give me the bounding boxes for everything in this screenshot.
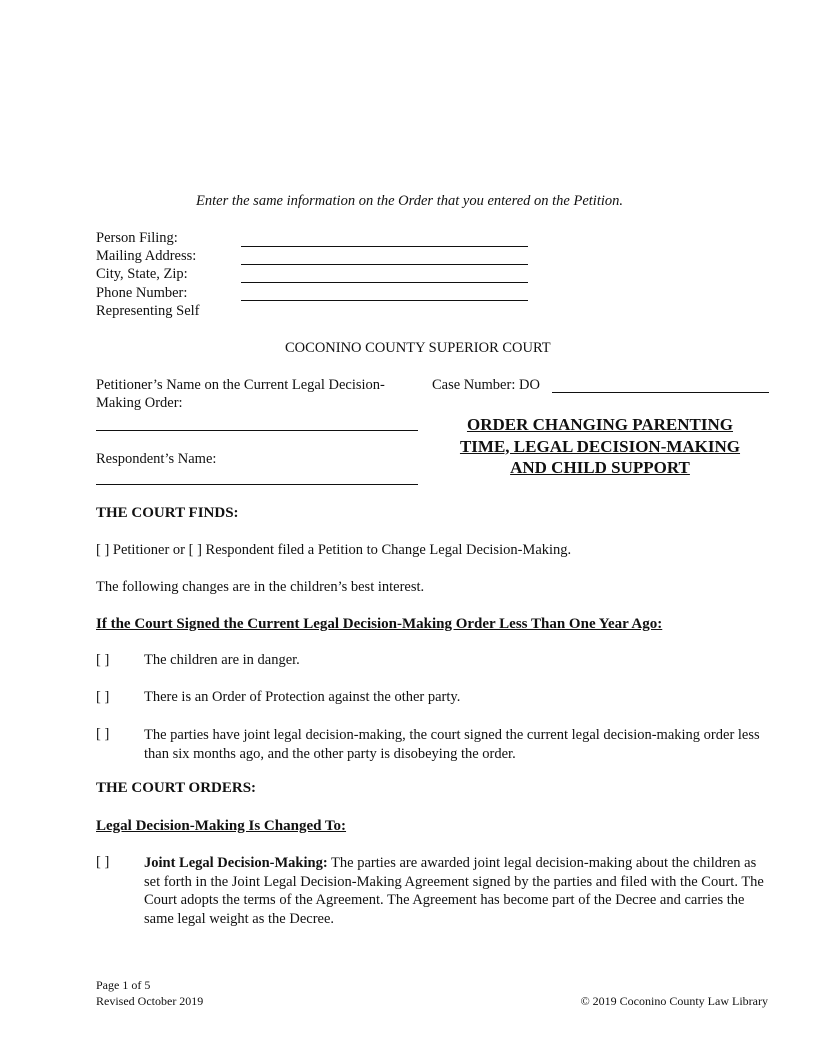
finding-text-3: The parties have joint legal decision-making, the court signed the current legal decision-making order less than six months ago, and the other party is disobeying the order. [144,727,760,762]
footer-copyright: © 2019 Coconino County Law Library [580,994,768,1008]
instruction-text: Enter the same information on the Order that you entered on the Petition. [196,193,624,209]
best-interest-text: The following changes are in the children’s best interest. [96,579,425,595]
person-filing-line[interactable] [241,246,528,247]
finding-checkbox-1[interactable]: [ ] [96,652,110,668]
petitioner-name-line[interactable] [96,430,418,431]
footer-revised: Revised October 2019 [96,994,204,1008]
footer-page-number: Page 1 of 5 [96,978,151,992]
order-title-line3: AND CHILD SUPPORT [510,458,690,477]
mailing-address-line[interactable] [241,264,528,265]
finding-checkbox-2[interactable]: [ ] [96,689,110,705]
court-orders-heading: THE COURT ORDERS: [96,780,257,796]
mailing-address-label: Mailing Address: [96,248,197,264]
finding-text-1: The children are in danger. [144,652,300,668]
court-name: COCONINO COUNTY SUPERIOR COURT [285,340,551,356]
city-state-zip-line[interactable] [241,282,528,283]
order-title [440,414,760,479]
city-state-zip-label: City, State, Zip: [96,266,188,282]
case-number-label: Case Number: DO [432,377,540,393]
phone-number-label: Phone Number: [96,285,188,301]
order-title-line1: ORDER CHANGING PARENTING [466,415,734,434]
respondent-name-line[interactable] [96,484,418,485]
joint-decision-text: The parties are awarded joint legal decision-making about the children as set forth in the Joint Legal Decision-Making Agreement signed by the parties and filed with the Court. The Court adopts the terms of the Agreement. The Agreement has become part of the Decree and carries the same legal weight as the Decree. [144,855,764,927]
order-title-line2: TIME, LEGAL DECISION-MAKING [459,436,741,456]
person-filing-label: Person Filing: [96,230,178,246]
finding-text-2: There is an Order of Protection against the other party. [144,689,461,705]
case-number-line[interactable] [552,392,769,393]
petitioner-label-line2: Making Order: [96,395,183,411]
respondent-label: Respondent’s Name: [96,451,217,467]
joint-decision-checkbox[interactable]: [ ] [96,854,110,870]
representing-self-label: Representing Self [96,303,200,319]
joint-decision-paragraph [144,854,766,928]
phone-number-line[interactable] [241,300,528,301]
court-finds-heading: THE COURT FINDS: [96,505,239,521]
petition-filed-line: [ ] Petitioner or [ ] Respondent filed a Petition to Change Legal Decision-Making. [96,542,572,558]
decision-making-changed-subheading: Legal Decision-Making Is Changed To: [96,818,347,834]
joint-decision-lead: Joint Legal Decision-Making: [144,855,328,871]
less-than-one-year-subheading: If the Court Signed the Current Legal Decision-Making Order Less Than One Year Ago: [96,616,663,632]
petitioner-label-line1: Petitioner’s Name on the Current Legal Decision- [96,377,385,393]
finding-checkbox-3[interactable]: [ ] [96,726,110,742]
